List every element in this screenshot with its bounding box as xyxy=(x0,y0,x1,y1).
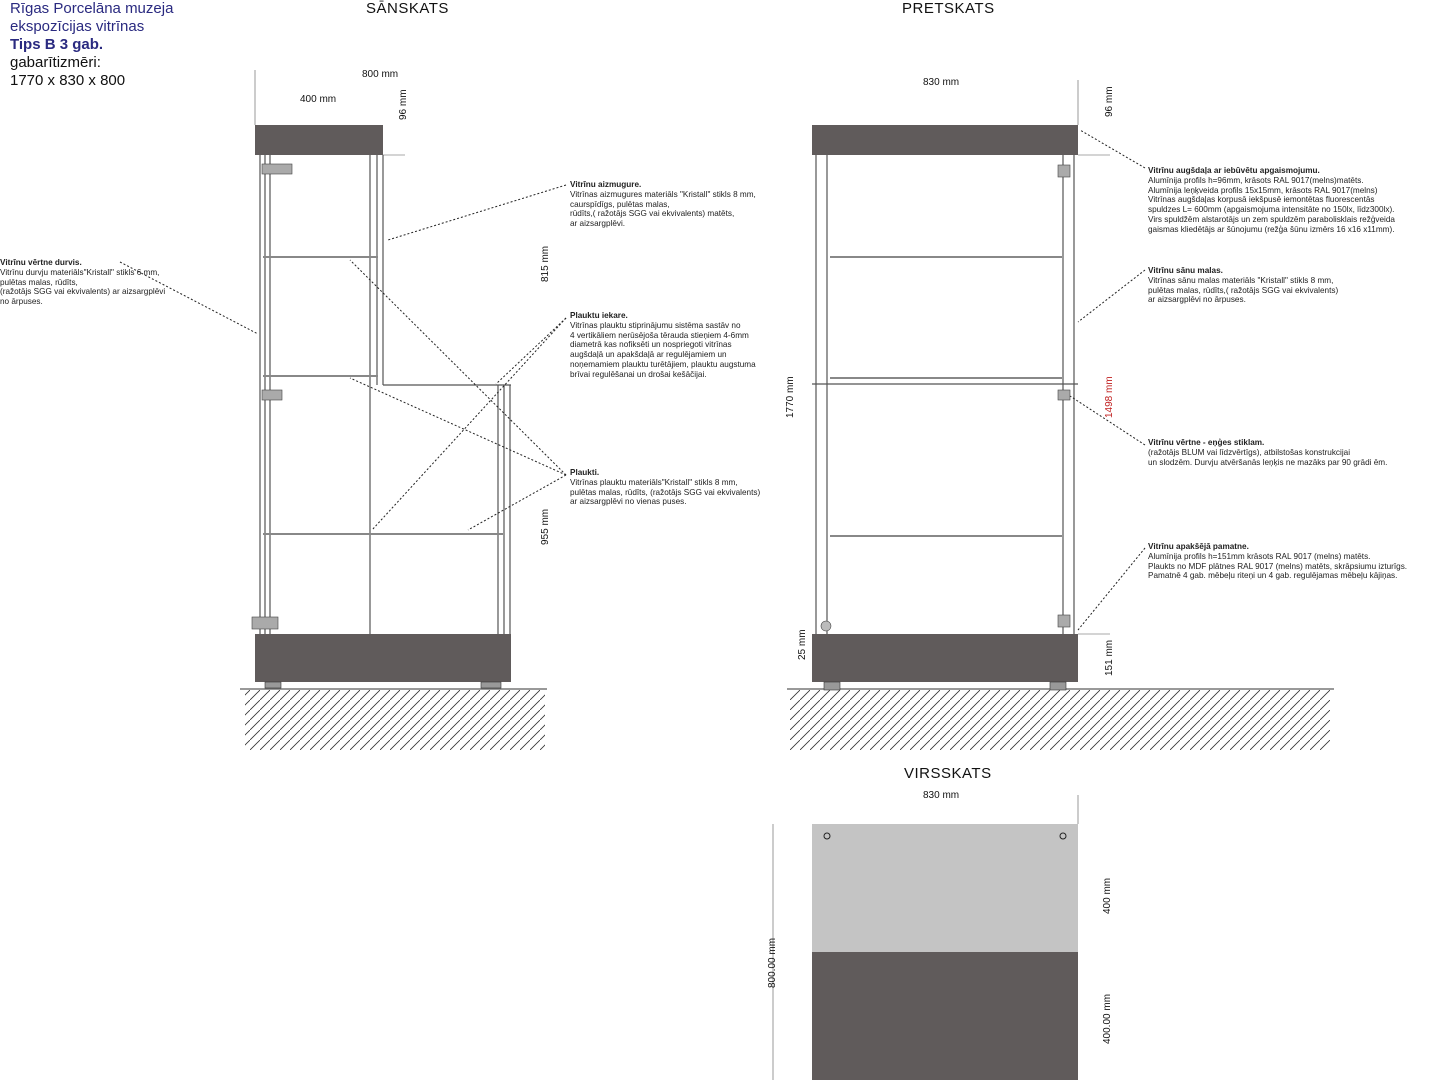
dim-front-base: 151 mm xyxy=(1104,639,1115,676)
title-line-4: gabarītizmēri: xyxy=(10,54,101,71)
side-base xyxy=(255,634,511,682)
dim-top-upper: 400 mm xyxy=(1102,877,1113,914)
dim-side-total-width: 800 mm xyxy=(362,69,399,80)
dim-side-top-height: 96 mm xyxy=(398,89,409,120)
dim-front-top-height: 96 mm xyxy=(1104,86,1115,117)
note-back xyxy=(570,180,785,229)
front-base xyxy=(812,634,1078,682)
dim-front-total-height: 1770 mm xyxy=(785,376,796,418)
note-sides-text: Vitrīnas sānu malas materiāls "Kristall" stikls 8 mm, pulētas malas, rūdīts,( ražotājs SGG vai ekvivalents) ar aizsargplēvi no ārpuses. xyxy=(1148,275,1339,305)
dim-top-lower: 400.00 mm xyxy=(1102,993,1113,1044)
note-shelves xyxy=(570,468,785,507)
note-sides xyxy=(1148,266,1432,305)
note-hanging-text: Vitrīnas plauktu stiprinājumu sistēma sastāv no 4 vertikāliem nerūsējoša tērauda stieņiem 4-6mm diametrā kas nofiksēti un nospriegoti vitrīnas augšdaļā un apakšdaļā ar regulējamiem un noņemamiem plauktu turētājiem, plauktu augstuma brīvai regulēšanai un drošai kešāčijai. xyxy=(570,320,756,379)
dim-front-glass-height: 1498 mm xyxy=(1104,376,1115,418)
note-door xyxy=(0,258,185,307)
note-back-heading: Vitrīnu aizmugure. xyxy=(570,180,642,189)
dim-front-width: 830 mm xyxy=(923,77,960,88)
top-view-title: VIRSSKATS xyxy=(904,765,992,782)
note-hinge-text: (ražotājs BLUM vai līdzvērtīgs), atbilstošas konstrukcijai un slodzēm. Durvju atvēršanās leņķis ne mazāks par 90 grādi ēm. xyxy=(1148,447,1388,467)
note-hinge-heading: Vitrīnu vērtne - eņģes stiklam. xyxy=(1148,438,1265,447)
side-top-cap xyxy=(255,125,383,155)
dim-side-upper-height: 815 mm xyxy=(540,245,551,282)
front-ground-hatch xyxy=(790,690,1330,750)
title-line-2: ekspozīcijas vitrīnas xyxy=(10,18,145,35)
note-sides-heading: Vitrīnu sānu malas. xyxy=(1148,266,1223,275)
title-line-3: Tips B 3 gab. xyxy=(10,36,104,53)
note-shelves-text: Vitrīnas plauktu materiāls"Kristall" stikls 8 mm, pulētas malas, rūdīts, (ražotājs SGG vai ekvivalents) ar aizsargplēvi no vienas puses. xyxy=(570,477,761,507)
front-top-cap xyxy=(812,125,1078,155)
note-shelves-heading: Plaukti. xyxy=(570,468,600,477)
note-base-text: Alumīnija profils h=151mm krāsots RAL 9017 (melns) matēts. Plaukts no MDF plātnes RAL 9017 (melns) matēts, skrāpsiumu izturīgs. Pamatnē 4 gab. mēbeļu riteņi un 4 gab. regulējamas mēbeļu kājiņas. xyxy=(1148,551,1408,581)
note-back-text: Vitrīnas aizmugures materiāls "Kristall" stikls 8 mm, caurspīdīgs, pulētas malas, rūdīts,( ražotājs SGG vai ekvivalents) matēts, ar aizsargplēvi. xyxy=(570,189,756,229)
dim-top-depth: 800.00 mm xyxy=(767,937,778,988)
note-door-text: Vitrīnu durvju materiāls"Kristall" stikls 6 mm, pulētas malas, rūdīts, (ražotājs SGG vai ekvivalents) ar aizsargplēvi no ārpuses. xyxy=(0,267,166,307)
note-upper-heading: Vitrīnu augšdaļa ar iebūvētu apgaismojumu. xyxy=(1148,166,1320,175)
dim-side-top-width: 400 mm xyxy=(300,94,337,105)
note-hanging xyxy=(570,311,785,380)
dim-front-foot: 25 mm xyxy=(797,629,808,660)
note-upper-text: Alumīnija profils h=96mm, krāsots RAL 9017(melns)matēts. Alumīnija leņķveida profils 15x15mm, krāsots RAL 9017(melns) Vitrīnas augšdaļas korpusā iekšpusē iemontētas fluorescentās spuldzes L= 600mm (apgaismojuma intensitāte no 150lx, līdz300lx). Virs spuldžēm alstarotājs un zem spuldzēm parabolisklais režģveida gaismas kliedētājs ar šūnojumu (režģa šūnu izmērs 16 x16 x11mm). xyxy=(1148,175,1395,234)
top-view-glass xyxy=(812,824,1078,952)
side-view-title: SĀNSKATS xyxy=(366,0,449,17)
side-view xyxy=(240,70,547,750)
note-base xyxy=(1148,542,1432,581)
note-hanging-heading: Plauktu iekare. xyxy=(570,311,628,320)
side-ground-hatch xyxy=(245,690,545,750)
dim-top-width: 830 mm xyxy=(923,790,960,801)
note-upper xyxy=(1148,166,1432,235)
note-door-heading: Vitrīnu vērtne durvis. xyxy=(0,258,82,267)
note-base-heading: Vitrīnu apakšējā pamatne. xyxy=(1148,542,1249,551)
front-view-title: PRETSKATS xyxy=(902,0,995,17)
top-view-cap xyxy=(812,952,1078,1080)
title-line-5: 1770 x 830 x 800 xyxy=(10,72,126,89)
note-hinge xyxy=(1148,438,1432,467)
top-view xyxy=(773,795,1078,1080)
title-line-1: Rīgas Porcelāna muzeja xyxy=(10,0,174,17)
dim-side-lower-height: 955 mm xyxy=(540,508,551,545)
